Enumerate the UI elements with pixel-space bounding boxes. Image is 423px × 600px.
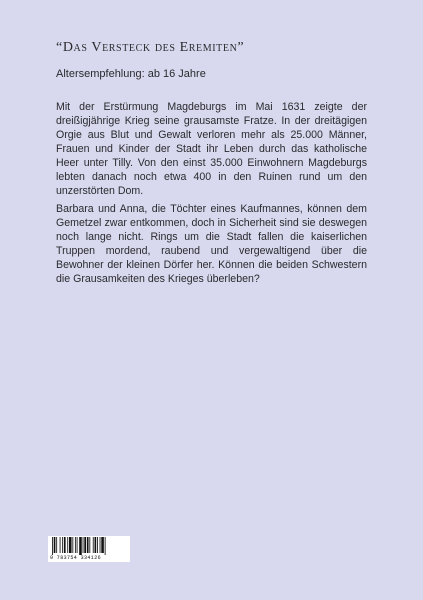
book-title: “Das Versteck des Eremiten” [56, 40, 245, 55]
barcode-number: 9 783754 334126 [50, 555, 102, 561]
barcode-bars [51, 537, 127, 555]
barcode [48, 536, 130, 562]
blurb-paragraph-1: Mit der Erstürmung Magdeburgs im Mai 1631 zeigte der dreißigjährige Krieg seine grausamste Fratze. In der dreitägigen Orgie aus Blut und Gewalt verloren mehr als 25.000 Männer, Frauen und Kinder der Stadt ihr Leben durch das katholische Heer unter Tilly. Von den einst 35.000 Einwohnern Magdeburgs lebten danach noch etwa 400 in den Ruinen rund um den unzerstörten Dom. [56, 101, 367, 197]
age-recommendation: Altersempfehlung: ab 16 Jahre [56, 68, 206, 80]
blurb-paragraph-2: Barbara und Anna, die Töchter eines Kaufmannes, können dem Gemetzel zwar entkommen, doch in Sicherheit sind sie deswegen noch lange nicht. Rings um die Stadt fallen die kaiserlichen Truppen mordend, raubend und vergewaltigend über die Bewohner der kleinen Dörfer her. Können die beiden Schwestern die Grausamkeiten des Krieges überleben? [56, 203, 367, 285]
